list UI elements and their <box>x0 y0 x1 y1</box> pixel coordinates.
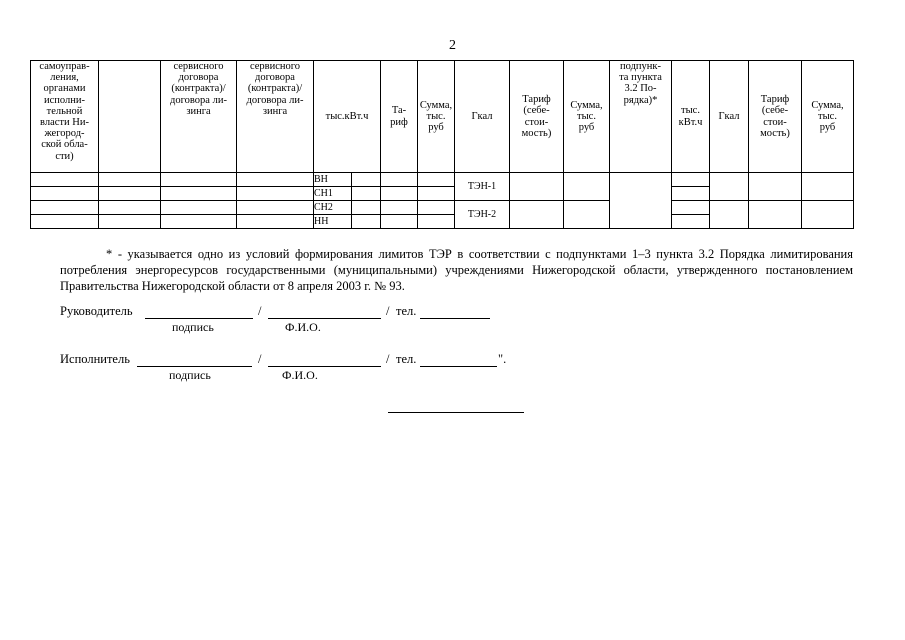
voltage-level: НН <box>314 215 352 229</box>
header-cell-subparagraph: подпунк- та пункта 3.2 По- рядка)* <box>610 61 672 173</box>
header-cell-service-contract-2: сервисного договора (контракта)/ договора ли- зинга <box>237 61 314 173</box>
signature-caption: подпись <box>172 320 214 334</box>
limits-table <box>30 60 854 229</box>
slash: / <box>386 304 390 318</box>
table-row <box>31 173 854 187</box>
executor-signature-line[interactable] <box>137 352 252 367</box>
heat-source: ТЭН-2 <box>455 201 510 229</box>
header-cell-gcal-2: Гкал <box>710 61 749 173</box>
head-label: Руководитель <box>60 304 133 318</box>
table-header-row <box>31 61 854 173</box>
footnote: * - указывается одно из условий формирования лимитов ТЭР в соответствии с подпунктами 1–3 пункта 3.2 Порядка лимитирования потребления энергоресурсов государственными (муниципальными) учреждениями Нижегородской области, утвержденного постановлением Правительства Нижегородской области от 8 апреля 2003 г. № 93. <box>60 247 853 293</box>
name-caption: Ф.И.О. <box>282 368 318 382</box>
table-row <box>31 201 854 215</box>
head-phone-line[interactable] <box>420 304 490 319</box>
executor-label: Исполнитель <box>60 352 130 366</box>
header-cell-kwh: тыс.кВт.ч <box>314 61 381 173</box>
header-cell-kwh-2: тыс. кВт.ч <box>672 61 710 173</box>
header-cell-tariff-cost: Тариф (себе- стои- мость) <box>510 61 564 173</box>
header-cell-sum: Сумма, тыс. руб <box>418 61 455 173</box>
head-name-line[interactable] <box>268 304 381 319</box>
closing-divider-line <box>388 398 524 413</box>
executor-phone-line[interactable] <box>420 352 497 367</box>
header-cell-tariff: Та- риф <box>381 61 418 173</box>
header-cell-sum-3: Сумма, тыс. руб <box>802 61 854 173</box>
header-cell-gcal: Гкал <box>455 61 510 173</box>
page-number: 2 <box>449 38 456 53</box>
header-cell-authority: самоуправ- ления, органами исполни- тельной власти Ни- жегород- ской обла- сти) <box>31 61 99 173</box>
executor-name-line[interactable] <box>268 352 381 367</box>
header-cell-sum-2: Сумма, тыс. руб <box>564 61 610 173</box>
voltage-level: СН1 <box>314 187 352 201</box>
voltage-level: СН2 <box>314 201 352 215</box>
signature-caption: подпись <box>169 368 211 382</box>
phone-label: тел. <box>396 304 417 318</box>
voltage-level: ВН <box>314 173 352 187</box>
head-signature-line[interactable] <box>145 304 253 319</box>
closing-quote: ". <box>498 352 507 366</box>
name-caption: Ф.И.О. <box>285 320 321 334</box>
header-cell-service-contract: сервисного договора (контракта)/ договора ли- зинга <box>161 61 237 173</box>
header-cell-empty <box>99 61 161 173</box>
header-cell-tariff-cost-2: Тариф (себе- стои- мость) <box>749 61 802 173</box>
phone-label: тел. <box>396 352 417 366</box>
slash: / <box>258 352 262 366</box>
heat-source: ТЭН-1 <box>455 173 510 201</box>
slash: / <box>386 352 390 366</box>
slash: / <box>258 304 262 318</box>
